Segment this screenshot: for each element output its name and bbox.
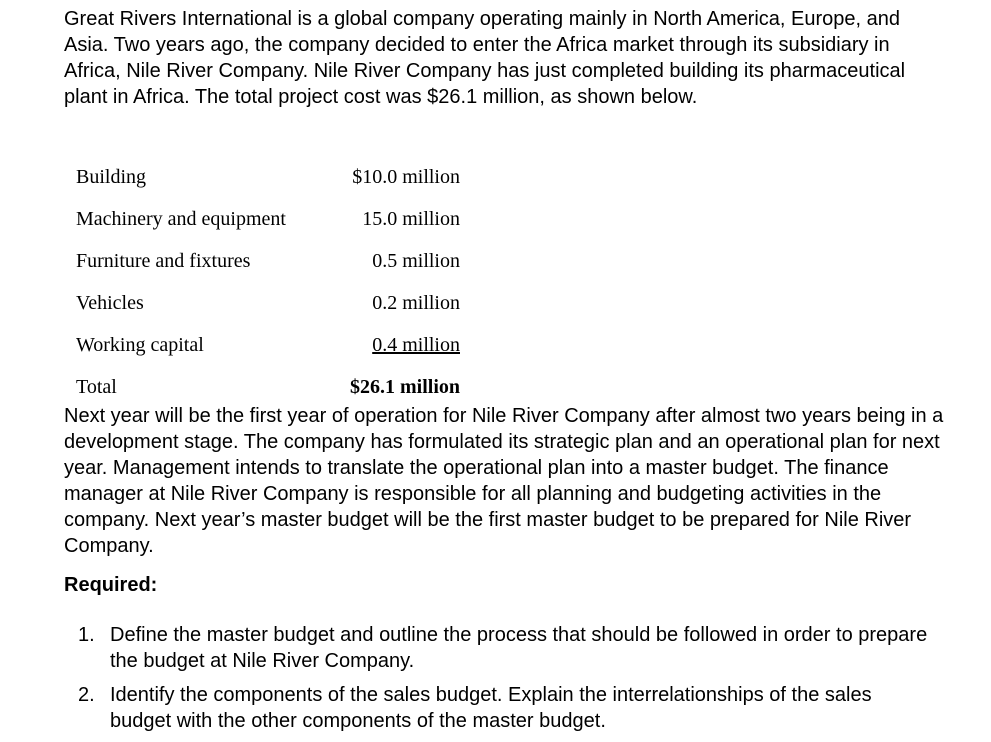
cost-label: Working capital — [76, 333, 204, 356]
table-row — [76, 240, 466, 282]
cost-amount: $10.0 million — [352, 165, 460, 188]
cost-label: Vehicles — [76, 291, 144, 314]
list-item — [78, 682, 938, 734]
cost-label: Furniture and fixtures — [76, 249, 251, 272]
question-text: Define the master budget and outline the process that should be followed in order to prepare the budget at Nile River Company. — [110, 624, 928, 672]
list-item — [78, 622, 938, 674]
table-row — [76, 324, 466, 366]
cost-label: Machinery and equipment — [76, 207, 286, 230]
cost-amount: 0.2 million — [372, 291, 460, 314]
question-number: 2. — [78, 684, 95, 706]
intro-paragraph: Great Rivers International is a global company operating mainly in North America, Europe, and Asia. Two years ago, the company decided to enter the Africa market through its subsidiary in Africa, Nile River Company. Nile River Company has just completed building its pharmaceutical plant in Africa. The total project cost was $26.1 million, as shown below. — [64, 8, 906, 108]
cost-amount: 0.5 million — [372, 249, 460, 272]
questions-list — [78, 622, 938, 742]
total-row — [76, 366, 466, 408]
next-year-paragraph: Next year will be the first year of operation for Nile River Company after almost two years being in a development stage. The company has formulated its strategic plan and an operational plan for next year. Management intends to translate the operational plan into a master budget. The finance manager at Nile River Company is responsible for all planning and budgeting activities in the company. Next year’s master budget will be the first master budget to be prepared for Nile River Company. — [64, 405, 944, 557]
cost-amount: 15.0 million — [362, 207, 460, 230]
question-text: Identify the components of the sales budget. Explain the interrelationships of the sales budget with the other components of the master budget. — [110, 684, 872, 732]
total-amount: $26.1 million — [349, 375, 460, 398]
project-cost-table — [76, 156, 466, 408]
cost-amount-underlined — [346, 324, 466, 366]
question-number: 1. — [78, 624, 95, 646]
table-row — [76, 156, 466, 198]
table-row — [76, 282, 466, 324]
total-label: Total — [76, 375, 117, 398]
table-row — [76, 198, 466, 240]
cost-label: Building — [76, 165, 147, 188]
underlined-amount: 0.4 million — [372, 333, 460, 356]
required-heading: Required: — [64, 574, 158, 596]
